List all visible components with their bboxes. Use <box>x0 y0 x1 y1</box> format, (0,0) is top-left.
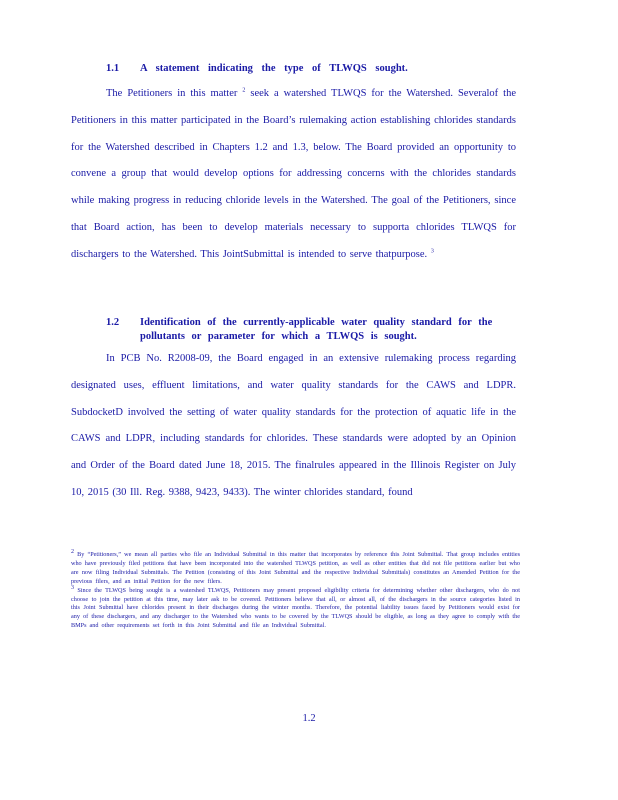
footnote-mark: 2 <box>71 548 74 555</box>
footnote-reference[interactable]: 3 <box>430 248 434 255</box>
footnote-text: By “Petitioners,” we mean all parties who file an Individual Submittal in this matter that incorporates by reference this Joint Submittal. That group includes entities who have previously filed petitions that have been incorporated into the watershed TLWQS petition, as well as other entities that did not file petitions earlier but who are now filing Individual Submittals. The Petition (consisting of this Joint Submittal and the respective Individual Submittals) constitutes an Amended Petition for the previous filers, and an initial Petition for the new filers. <box>71 551 520 585</box>
section-heading: Identification of the currently-applicable water quality standard for the pollutants or parameter for which a TLWQS is sought. <box>140 317 493 342</box>
footnote <box>71 548 520 587</box>
footnote <box>71 584 520 632</box>
section-number: 1.1 <box>106 63 120 74</box>
footnotes <box>71 548 520 631</box>
footnote-text: Since the TLWQS being sought is a watershed TLWQS, Petitioners may present proposed eligibility criteria for determining whether other dischargers, who do not choose to join the petition at this time, may later ask to be covered. Petitioners believe that all, or almost all, of the dischargers in the source categories listed in this Joint Submittal have chlorides present in their discharges during the winter months. Therefore, the potential liability issues faced by Petitioners would exist for any of these dischargers, and any discharger to the Watershed who wants to be covered by the TLWQS should be eligible, as long as they agree to comply with the BMPs and other requirements set forth in this Joint Submittal and file an Individual Submittal. <box>71 586 520 630</box>
paragraph-text: The Petitioners in this matter <box>106 88 238 99</box>
page-number: 1.2 <box>302 713 316 724</box>
footnote-reference[interactable]: 2 <box>242 87 246 94</box>
paragraph-text: seek a watershed TLWQS for the Watershed. Severalof the Petitioners in this matter participated in the Board’s rulemaking action establishing chlorides standards for the Watershed described in Chapters 1.2 and 1.3, below. The Board provided an opportunity to convene a group that would develop options for addressing concerns with the chlorides standards while making progress in reducing chloride levels in the Watershed. The goal of the Petitioners, since that Board action, has been to develop materials necessary to supporta chlorides TLWQS for dischargers to the Watershed. This JointSubmittal is intended to serve thatpurpose. <box>71 88 517 260</box>
body-paragraph <box>71 81 516 269</box>
section-heading: A statement indicating the type of TLWQS sought. <box>140 63 408 74</box>
footnote-mark: 3 <box>71 584 74 591</box>
section-number: 1.2 <box>106 317 120 328</box>
body-paragraph: In PCB No. R2008-09, the Board engaged in an extensive rulemaking process regarding designated uses, effluent limitations, and water quality standards for the CAWS and LDPR. SubdocketD involved the setting of water quality standards for the protection of aquatic life in the CAWS and LDPR, including standards for chlorides. These standards were adopted by an Opinion and Order of the Board dated June 18, 2015. The finalrules appeared in the Illinois Register on July 10, 2015 (30 Ill. Reg. 9388, 9423, 9433). The winter chlorides standard, found <box>71 353 516 498</box>
